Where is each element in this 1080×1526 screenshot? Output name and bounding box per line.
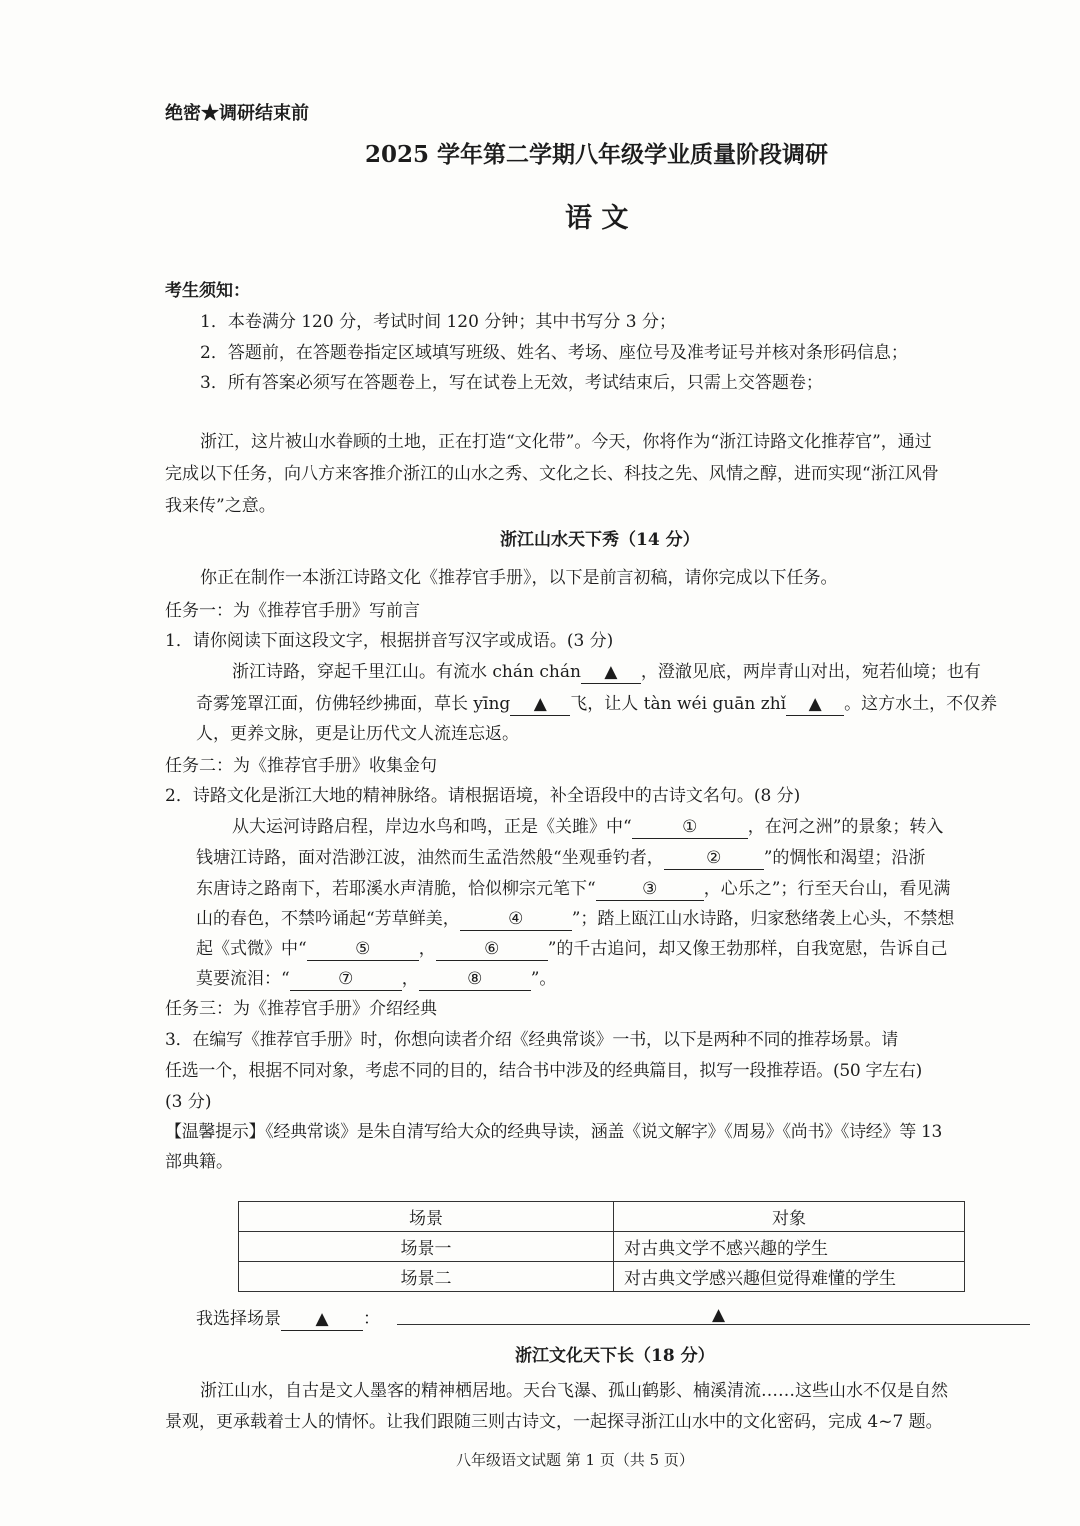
notice-item-1: 1．本卷满分 120 分，考试时间 120 分钟；其中书写分 3 分； (200, 312, 676, 332)
task1-heading: 任务一：为《推荐官手册》写前言 (165, 601, 420, 621)
q2-line-4: 山的春色，不禁吟诵起“芳草鲜美， ④ ”；踏上瓯江山水诗路，归家愁绪袭上心头，不禁想 (196, 909, 955, 929)
section1-title: 浙江山水天下秀（14 分） (500, 530, 700, 550)
task3-heading: 任务三：为《推荐官手册》介绍经典 (165, 999, 437, 1019)
q2-line-2: 钱塘江诗路，面对浩渺江波，油然而生孟浩然般“坐观垂钓者， ② ”的惆怅和渴望；沿浙 (196, 848, 926, 868)
q2-line-3: 东唐诗之路南下，若耶溪水声清脆，恰似柳宗元笔下“ ③ ，心乐之”；行至天台山，看见满 (196, 879, 951, 899)
q2-blank-5[interactable]: ⑤ (307, 940, 419, 961)
recommend-answer-mark: ▲ (712, 1305, 726, 1325)
table-cell-target: 对古典文学感兴趣但觉得难懂的学生 (614, 1262, 965, 1292)
table-header-target: 对象 (614, 1202, 965, 1232)
task2-heading: 任务二：为《推荐官手册》收集金句 (165, 756, 437, 776)
section1-lead: 你正在制作一本浙江诗路文化《推荐官手册》，以下是前言初稿，请你完成以下任务。 (200, 568, 838, 588)
table-cell-scene: 场景二 (239, 1262, 614, 1292)
intro-line-3: 我来传”之意。 (165, 496, 276, 516)
q2-blank-2[interactable]: ② (664, 849, 764, 870)
q2-blank-1[interactable]: ① (632, 818, 748, 839)
q2-blank-8[interactable]: ⑧ (419, 970, 531, 991)
notice-title: 考生须知： (165, 281, 250, 301)
table-row (239, 1232, 965, 1262)
table-header-row (239, 1202, 965, 1232)
q2-blank-7[interactable]: ⑦ (290, 970, 402, 991)
table-cell-scene: 场景一 (239, 1232, 614, 1262)
confidential-label: 绝密★调研结束前 (165, 103, 309, 124)
q1-line-3: 人，更养文脉，更是让历代文人流连忘返。 (196, 724, 519, 744)
tip-line-2: 部典籍。 (165, 1152, 233, 1172)
table-cell-target: 对古典文学不感兴趣的学生 (614, 1232, 965, 1262)
q1-blank-3[interactable]: ▲ (786, 695, 844, 716)
notice-item-2: 2．答题前，在答题卷指定区域填写班级、姓名、考场、座位号及准考证号并核对条形码信息； (200, 343, 908, 363)
section2-title: 浙江文化天下长（18 分） (515, 1346, 715, 1366)
q3-line-3: (3 分) (165, 1092, 212, 1112)
question-2: 2．诗路文化是浙江大地的精神脉络。请根据语境，补全语段中的古诗文名句。(8 分) (165, 786, 801, 806)
scenario-table (238, 1201, 965, 1292)
q1-line-2: 奇雾笼罩江面，仿佛轻纱拂面，草长 yīng ▲ 飞，让人 tàn wéi guān zhǐ ▲ 。这方水土，不仅养 (196, 694, 998, 714)
choose-scene-blank[interactable]: ▲ (281, 1310, 363, 1331)
subject-title: 语 文 (565, 203, 629, 234)
q2-line-1: 从大运河诗路启程，岸边水鸟和鸣，正是《关雎》中“ ① ，在河之洲”的景象；转入 (232, 817, 944, 837)
q2-blank-6[interactable]: ⑥ (436, 940, 548, 961)
q3-line-2: 任选一个，根据不同对象，考虑不同的目的，结合书中涉及的经典篇目，拟写一段推荐语。(50 字左右) (165, 1061, 922, 1081)
q2-line-6: 莫要流泪：“ ⑦ ， ⑧ ”。 (196, 969, 557, 989)
section2-line-2: 景观，更承载着士人的情怀。让我们跟随三则古诗文，一起探寻浙江山水中的文化密码，完成 4~7 题。 (165, 1412, 943, 1432)
q2-blank-3[interactable]: ③ (596, 880, 704, 901)
table-header-scene: 场景 (239, 1202, 614, 1232)
table-row (239, 1262, 965, 1292)
choose-scene-line: 我选择场景 ▲ ： (196, 1309, 380, 1329)
question-1: 1．请你阅读下面这段文字，根据拼音写汉字或成语。(3 分) (165, 631, 614, 651)
q3-line-1: 3．在编写《推荐官手册》时，你想向读者介绍《经典常谈》一书，以下是两种不同的推荐场景。请 (165, 1030, 899, 1050)
q1-line-1: 浙江诗路，穿起千里江山。有流水 chán chán ▲ ，澄澈见底，两岸青山对出，宛若仙境；也有 (232, 662, 981, 682)
q2-line-5: 起《式微》中“ ⑤ ， ⑥ ”的千古追问，却又像王勃那样，自我宽慰，告诉自己 (196, 939, 948, 959)
q1-blank-1[interactable]: ▲ (581, 663, 641, 684)
intro-line-2: 完成以下任务，向八方来客推介浙江的山水之秀、文化之长、科技之先、风情之醇，进而实现“浙江风骨 (165, 464, 939, 484)
q1-blank-2[interactable]: ▲ (510, 695, 570, 716)
exam-title: 2025 学年第二学期八年级学业质量阶段调研 (365, 141, 829, 168)
notice-item-3: 3．所有答案必须写在答题卷上，写在试卷上无效，考试结束后，只需上交答题卷； (200, 373, 823, 393)
page-footer: 八年级语文试题 第 1 页（共 5 页） (456, 1451, 694, 1469)
section2-line-1: 浙江山水，自古是文人墨客的精神栖居地。天台飞瀑、孤山鹤影、楠溪清流……这些山水不仅是自然 (200, 1381, 948, 1401)
q2-blank-4[interactable]: ④ (460, 910, 572, 931)
intro-line-1: 浙江，这片被山水眷顾的土地，正在打造“文化带”。今天，你将作为“浙江诗路文化推荐官”，通过 (200, 432, 932, 452)
tip-line-1: 【温馨提示】《经典常谈》是朱自清写给大众的经典导读，涵盖《说文解字》《周易》《尚书》《诗经》等 13 (165, 1122, 943, 1142)
